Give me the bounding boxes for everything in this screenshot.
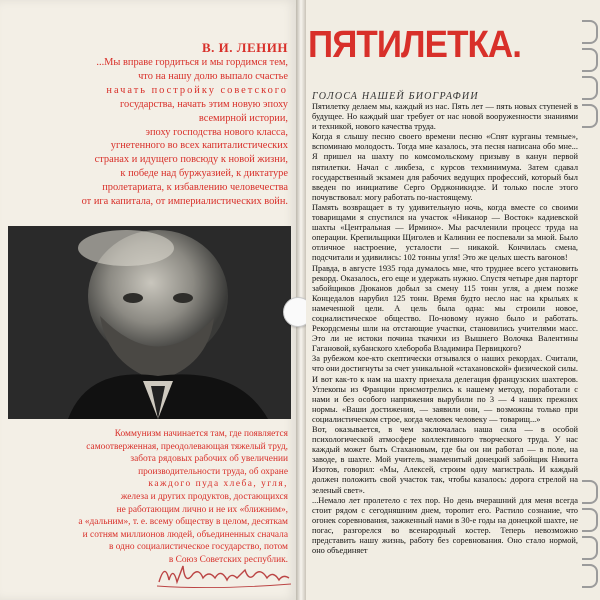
article-paragraph: Память возвращает в ту удивительную ночь, когда вместе со своими товарищами я спустился на участок «Никанор — Восток» кадиевской шахты «Центральная — Ирмино». Мы расчленили процесс труда на операции. Крепильщики Щиголев и Калинин ее поспевали за мной. Было отличное настроение, усталости — никакой. Кончилась смена, подсчитали и удивились: 102 тонны угля! Это же целых шесть вагонов!: [312, 202, 578, 263]
article-paragraph: Пятилетку делаем мы, каждый из нас. Пять лет — пять новых ступеней в будущее. Но каждый шаг требует от нас новой вооруженности знаниями и техникой, нового качества труда.: [312, 102, 578, 132]
lenin-quote-bottom: [52, 428, 288, 567]
binder-ring: [582, 508, 598, 532]
lenin-signature: [155, 560, 295, 590]
binder-ring: [582, 20, 598, 44]
quote-line: а «дальним», т. е. всему обществу в целом, десяткам: [78, 517, 288, 528]
article-body: [312, 102, 578, 556]
binder-ring: [582, 536, 598, 560]
quote-line: и сотням миллионов людей, объединенных сначала: [82, 529, 288, 540]
quote-line: каждого пуда хлеба, угля,: [148, 479, 288, 490]
quote-line: к победе над буржуазией, к диктатуре: [120, 168, 288, 180]
lenin-portrait: [8, 226, 291, 419]
quote-line: начать постройку советского: [106, 84, 288, 96]
binder-ring: [582, 48, 598, 72]
article-paragraph: За рубежом кое-кто скептически отзывался о наших рекордах. Считали, что они достигнуты за счет уникальной «стахановской» физической силы. И вот как-то к нам на шахту приехала делегация французских шахтеров. Углекопы из Франции присмотрелись к нашему методу, поработали с нами и без особого напряжения вырубили по 3 — 4 наших прежних нормы. «Ваши достижения, — заявили они, — возможны только при социалистическом строе, когда человек человеку — товарищ...»: [312, 354, 578, 424]
binder-ring: [582, 564, 598, 588]
quote-line: эпоху господства нового класса,: [145, 126, 288, 138]
binder-ring: [582, 104, 598, 128]
quote-line: Коммунизм начинается там, где появляется: [114, 429, 288, 439]
article-paragraph: ...Немало лет пролетело с тех пор. Но день вчерашний для меня всегда стоит рядом с сегодняшним днем, торопит его. Растило сознание, что огонек соревнования, зажженный нами в 30-е годы на донецкой шахте, не погас, разгорелся во всенародный костер. Теперь невозможно представить нашу жизнь, работу без соревнования. Оно стало нормой, оно объединяет: [312, 495, 578, 556]
binder-rings: [582, 0, 600, 600]
portrait-illustration: [8, 226, 291, 419]
quote-line: железа и других продуктов, достающихся: [120, 491, 288, 502]
quote-line: в одно социалистическое государство, потом: [108, 542, 288, 553]
article-title: ПЯТИЛЕТКА.: [308, 24, 522, 66]
article-subtitle: ГОЛОСА НАШЕЙ БИОГРАФИИ: [312, 91, 479, 102]
quote-line: государства, начать этим новую эпоху: [119, 98, 288, 110]
article-paragraph: Когда я слышу песню своего времени песню «Спят курганы темные», вспоминаю молодость. Тогда мне казалось, эта песня написана обо мне... Я пришел на шахту по комсомольскому призыву в канун первой пятилетки. Начал с ликбеза, с курсов техминимума. Затем сдавал государственный экзамен для рабочих ведущих профессий, который был введен по инициативе Серго Орджоникидзе. И только после этого почувствовал: могу работать по-настоящему.: [312, 132, 578, 202]
quote-line: странах и идущего повсюду к новой жизни,: [94, 154, 288, 166]
quote-line: что на нашу долю выпало счастье: [138, 70, 288, 82]
quote-line: угнетенного во всех капиталистических: [110, 140, 288, 152]
quote-line: производительности труда, об охране: [138, 466, 288, 477]
lenin-quote-top: [18, 56, 288, 209]
lenin-heading: В. И. ЛЕНИН: [202, 40, 288, 55]
binder-ring: [582, 76, 598, 100]
binder-ring: [582, 480, 598, 504]
quote-line: от ига капитала, от империалистических войн.: [81, 196, 288, 208]
left-page: [0, 0, 298, 600]
signature-image: [155, 560, 295, 590]
quote-line: всемирной истории,: [198, 112, 288, 124]
quote-line: в Союз Советских республик.: [168, 554, 288, 565]
quote-line: пролетариата, к избавлению человечества: [102, 182, 288, 194]
quote-line: забота рядовых рабочих об увеличении: [130, 454, 288, 465]
quote-line: не работающим лично и не их «ближним»,: [116, 504, 288, 515]
quote-line: ...Мы вправе гордиться и мы гордимся тем,: [96, 57, 288, 68]
article-paragraph: Вот, оказывается, в чем заключалась наша сила — в особой психологической атмосфере коллективного творческого труда. У нас каждый может быть Стахановым, где бы он ни работал — в поле, на заводе, в шахте. Мой учитель, знаменитый донецкий забойщик Никита Изотов, говорил: «Мы, Алексей, строим одну магистраль. И каждый должен положить свой участок так, чтобы казалось: дорога стрелой на зеленый свет».: [312, 425, 578, 495]
quote-line: самоотверженная, преодолевающая тяжелый труд,: [86, 441, 288, 452]
right-page: [306, 0, 600, 600]
article-paragraph: Правда, в августе 1935 года думалось мне, что труднее всего установить рекорд. Оказалось, его еще и удержать нужно. Спустя четыре дня парторг забойщиков Дюканов добыл за смену 115 тонн угля, а днем позже Концедалов нарубил 125 тонн. Время будто несло нас на крыльях к намеченной цели. А цель была одна: мы строили новое, социалистическое общество. По-новому нужно было и работать. Рекордсмены шли на отстающие участки, становились учителями масс. Это ли не истоки почина ткачихи из Вышнего Волочка Валентины Гагановой, кубанского хлебороба Владимира Первицкого?: [312, 263, 578, 354]
